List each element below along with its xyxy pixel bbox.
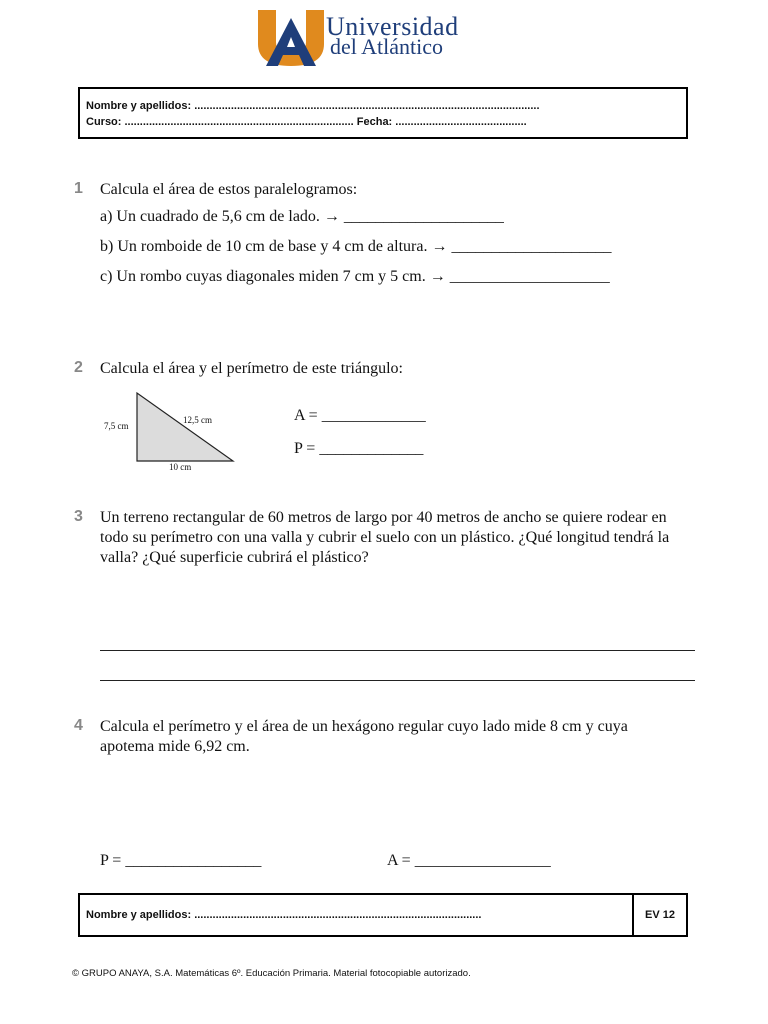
hexagon-perimeter-line[interactable]: P = _________________ bbox=[100, 852, 262, 869]
evaluation-code-label: EV 12 bbox=[645, 909, 675, 921]
ua-emblem-icon bbox=[256, 8, 326, 68]
triangle-base-label: 10 cm bbox=[169, 462, 192, 472]
perimeter-answer-line[interactable]: P = _____________ bbox=[294, 440, 424, 457]
question-4-text: Calcula el perímetro y el área de un hexágono regular cuyo lado mide 8 cm y cuya apotema mide 6,92 cm. bbox=[100, 718, 628, 755]
question-1-item-b: b) Un romboide de 10 cm de base y 4 cm de altura. → ____________________ bbox=[100, 238, 612, 255]
question-2-number: 2 bbox=[74, 359, 83, 376]
footer-name-field[interactable]: Nombre y apellidos: .............................................................................................. bbox=[86, 909, 482, 921]
question-1-item-c: c) Un rombo cuyas diagonales miden 7 cm y 5 cm. → ____________________ bbox=[100, 268, 610, 285]
triangle-hypotenuse-label: 12,5 cm bbox=[183, 415, 212, 425]
question-1-title: Calcula el área de estos paralelogramos: bbox=[100, 181, 358, 198]
question-1-number: 1 bbox=[74, 180, 83, 197]
copyright-notice: © GRUPO ANAYA, S.A. Matemáticas 6º. Educación Primaria. Material fotocopiable autorizado. bbox=[72, 968, 471, 979]
footer-info-box bbox=[78, 893, 688, 937]
evaluation-code bbox=[632, 895, 686, 935]
course-date-field[interactable]: Curso: ........................................................................... Fecha: ........................................... bbox=[86, 116, 527, 128]
question-3-number: 3 bbox=[74, 508, 83, 525]
answer-line-2[interactable] bbox=[100, 680, 695, 681]
question-4-number: 4 bbox=[74, 717, 83, 734]
logo-line1: Universidad bbox=[326, 12, 459, 41]
hexagon-area-line[interactable]: A = _________________ bbox=[387, 852, 551, 869]
question-1-item-a: a) Un cuadrado de 5,6 cm de lado. → ____________________ bbox=[100, 208, 504, 225]
logo-line2: del Atlántico bbox=[330, 34, 444, 59]
area-answer-line[interactable]: A = _____________ bbox=[294, 407, 426, 424]
triangle-side-label: 7,5 cm bbox=[104, 421, 129, 431]
name-field[interactable]: Nombre y apellidos: ................................................................................................................. bbox=[86, 100, 540, 112]
question-2-title: Calcula el área y el perímetro de este triángulo: bbox=[100, 360, 403, 377]
answer-line-1[interactable] bbox=[100, 650, 695, 651]
student-info-box bbox=[78, 87, 688, 139]
question-3-text: Un terreno rectangular de 60 metros de largo por 40 metros de ancho se quiere rodear en todo su perímetro con una valla y cubrir el suelo con un plástico. ¿Qué longitud tendrá la valla? ¿Qué superficie cubrirá el plástico? bbox=[100, 509, 670, 566]
